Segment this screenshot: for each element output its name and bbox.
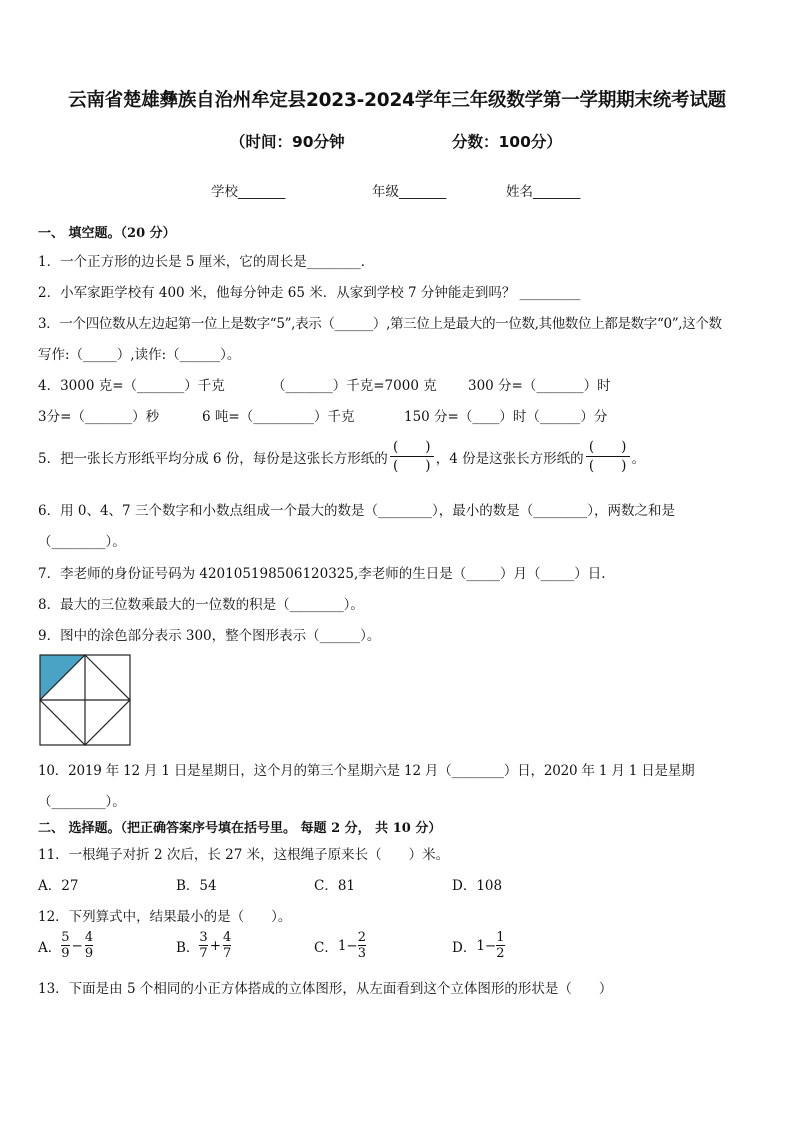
question-4-a2: （_______）千克=7000 克 bbox=[272, 378, 437, 394]
page-title: 云南省楚雄彝族自治州牟定县2023-2024学年三年级数学第一学期期末统考试题 bbox=[68, 90, 726, 111]
question-7: 7．李老师的身份证号码为 420105198506120325,李老师的生日是（_____）月（_____）日. bbox=[38, 566, 606, 582]
option-d-label: D． bbox=[452, 939, 477, 956]
question-1: 1．一个正方形的边长是 5 厘米，它的周长是________． bbox=[38, 254, 375, 270]
question-4-a3: 300 分=（_______）时 bbox=[468, 378, 611, 394]
question-3-line-1: 3．一个四位数从左边起第一位上是数字“5”,表示（______）,第三位上是最大的一位数,其他数位上都是数字“0”,这个数 bbox=[38, 316, 722, 332]
fraction-c bbox=[358, 930, 366, 961]
blank-fraction-2-denominator: ( ) bbox=[588, 458, 627, 474]
question-9: 9．图中的涂色部分表示 300，整个图形表示（______）。 bbox=[38, 628, 381, 644]
option-c-label: C． bbox=[314, 939, 338, 956]
fraction-b2-denominator: 7 bbox=[223, 946, 232, 961]
fraction-b2 bbox=[223, 930, 231, 961]
blank-fraction-1-denominator: ( ) bbox=[392, 458, 431, 474]
time-label: （时间：90分钟 bbox=[230, 133, 345, 151]
question-9-figure bbox=[39, 654, 131, 746]
option-a-operator: − bbox=[71, 937, 83, 954]
question-4-b2: 6 吨=（_________）千克 bbox=[202, 409, 355, 425]
question-11-option-a: A．27 bbox=[38, 878, 79, 894]
fraction-d-numerator: 1 bbox=[496, 930, 505, 945]
option-c-prefix: 1− bbox=[337, 937, 358, 954]
blank-fraction-2 bbox=[586, 438, 630, 475]
fraction-c-denominator: 3 bbox=[357, 946, 367, 961]
option-b-label: B． bbox=[176, 939, 200, 956]
question-4-b1: 3分=（_______）秒 bbox=[38, 409, 160, 425]
question-11-option-b: B．54 bbox=[176, 878, 217, 894]
question-11-option-c: C．81 bbox=[314, 878, 356, 894]
grade-field: 年级_______ bbox=[372, 184, 447, 200]
question-5-text-a: 5．把一张长方形纸平均分成 6 份，每份是这张长方形纸的 bbox=[38, 450, 388, 467]
question-12: 12．下列算式中，结果最小的是（ ）。 bbox=[38, 909, 292, 925]
section-2-heading: 二、 选择题。（把正确答案序号填在括号里。 每题 2 分， 共 10 分） bbox=[38, 821, 442, 836]
question-10-line-1: 10．2019 年 12 月 1 日是星期日，这个月的第三个星期六是 12 月（________）日，2020 年 1 月 1 日是星期 bbox=[38, 763, 695, 779]
question-5-text-c: 。 bbox=[631, 450, 646, 467]
fraction-b1-denominator: 7 bbox=[199, 946, 208, 961]
school-field: 学校_______ bbox=[211, 184, 286, 200]
blank-fraction-1 bbox=[390, 438, 434, 475]
question-3-line-2: 写作:（_____）,读作:（______）。 bbox=[38, 347, 241, 363]
question-12-option-a bbox=[38, 930, 93, 961]
fraction-b1-numerator: 3 bbox=[199, 930, 208, 945]
question-2: 2．小军家距学校有 400 米，他每分钟走 65 米．从家到学校 7 分钟能走到吗？ _________ bbox=[38, 285, 581, 301]
question-4-b3: 150 分=（____）时（______）分 bbox=[404, 409, 608, 425]
option-b-operator: + bbox=[209, 937, 222, 954]
question-12-option-b bbox=[176, 930, 231, 961]
score-label: 分数：100分） bbox=[452, 133, 562, 151]
question-12-option-c bbox=[314, 930, 366, 961]
question-4-a1: 4．3000 克=（_______）千克 bbox=[38, 378, 225, 394]
option-d-prefix: 1− bbox=[476, 937, 497, 954]
question-11: 11．一根绳子对折 2 次后，长 27 米，这根绳子原来长（ ）米。 bbox=[38, 847, 450, 863]
option-a-label: A． bbox=[38, 939, 62, 956]
section-1-heading: 一、 填空题。（20 分） bbox=[38, 226, 176, 241]
fraction-a1-numerator: 5 bbox=[61, 930, 70, 945]
question-5 bbox=[38, 438, 645, 475]
fraction-a1 bbox=[61, 930, 69, 961]
question-8: 8．最大的三位数乘最大的一位数的积是（________）。 bbox=[38, 597, 364, 613]
fraction-d-denominator: 2 bbox=[496, 946, 505, 961]
question-6-line-1: 6．用 0、4、7 三个数字和小数点组成一个最大的数是（________），最小的数是（________），两数之和是 bbox=[38, 503, 675, 519]
fraction-d bbox=[496, 930, 504, 961]
fraction-b1 bbox=[199, 930, 207, 961]
fraction-a2-denominator: 9 bbox=[84, 946, 94, 961]
question-11-option-d: D．108 bbox=[452, 878, 503, 894]
blank-fraction-2-numerator: ( ) bbox=[588, 439, 627, 455]
question-12-option-d bbox=[452, 930, 505, 961]
question-6-line-2: （________）。 bbox=[38, 534, 126, 550]
question-10-line-2: （________）。 bbox=[38, 794, 126, 810]
blank-fraction-1-numerator: ( ) bbox=[392, 439, 431, 455]
fraction-a2-numerator: 4 bbox=[84, 930, 94, 945]
fraction-b2-numerator: 4 bbox=[223, 930, 232, 945]
name-field: 姓名_______ bbox=[506, 184, 581, 200]
fraction-a2 bbox=[85, 930, 93, 961]
question-13: 13．下面是由 5 个相同的小正方体搭成的立体图形，从左面看到这个立体图形的形状是（ ） bbox=[38, 981, 613, 997]
question-5-text-b: ，4 份是这张长方形纸的 bbox=[435, 450, 584, 467]
fraction-c-numerator: 2 bbox=[357, 930, 367, 945]
fraction-a1-denominator: 9 bbox=[61, 946, 70, 961]
